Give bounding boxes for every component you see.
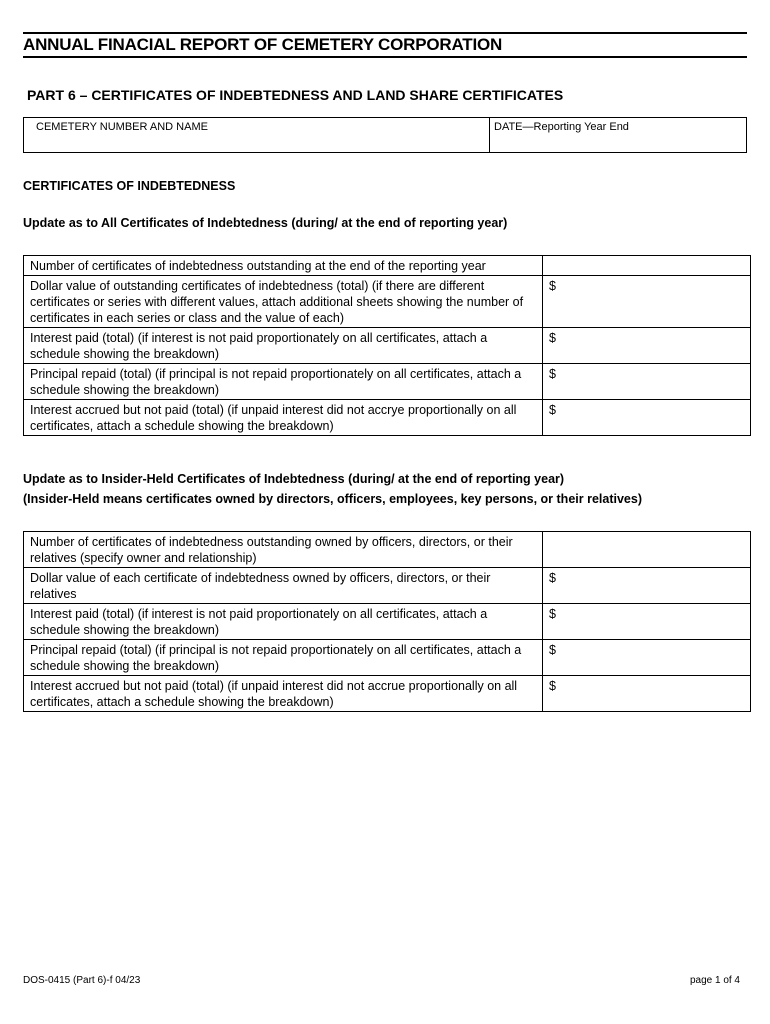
- row-label: Dollar value of each certificate of indebtedness owned by officers, directors, or their relatives: [24, 568, 543, 604]
- reporting-date-label: DATE—Reporting Year End: [494, 121, 629, 133]
- table-row: [24, 400, 751, 436]
- answer-field[interactable]: $: [543, 276, 751, 328]
- answer-field[interactable]: [543, 256, 751, 276]
- table-row: [24, 532, 751, 568]
- table-row: [24, 364, 751, 400]
- row-label: Number of certificates of indebtedness outstanding owned by officers, directors, or their relatives (specify owner and relationship): [24, 532, 543, 568]
- answer-field[interactable]: $: [543, 640, 751, 676]
- answer-field[interactable]: [543, 532, 751, 568]
- insider-definition-note: (Insider-Held means certificates owned by directors, officers, employees, key persons, or their relatives): [23, 492, 642, 506]
- table-row: [24, 256, 751, 276]
- cemetery-number-name-field[interactable]: [24, 118, 489, 152]
- row-label: Principal repaid (total) (if principal is not repaid proportionately on all certificates, attach a schedule showing the breakdown): [24, 364, 543, 400]
- part-heading: PART 6 – CERTIFICATES OF INDEBTEDNESS AND LAND SHARE CERTIFICATES: [27, 87, 564, 103]
- table-row: [24, 640, 751, 676]
- answer-field[interactable]: $: [543, 568, 751, 604]
- row-label: Principal repaid (total) (if principal is not repaid proportionately on all certificates, attach a schedule showing the breakdown): [24, 640, 543, 676]
- table-row: [24, 328, 751, 364]
- row-label: Interest paid (total) (if interest is not paid proportionately on all certificates, attach a schedule showing the breakdown): [24, 604, 543, 640]
- row-label: Dollar value of outstanding certificates of indebtedness (total) (if there are different certificates or series with different values, attach additional sheets showing the number of certificates in each series or class and the value of each): [24, 276, 543, 328]
- table-row: [24, 676, 751, 712]
- table-row: [24, 276, 751, 328]
- row-label: Interest paid (total) (if interest is not paid proportionately on all certificates, attach a schedule showing the breakdown): [24, 328, 543, 364]
- page-title: ANNUAL FINACIAL REPORT OF CEMETERY CORPORATION: [23, 35, 503, 54]
- all-certificates-table: [23, 255, 751, 436]
- section-heading: CERTIFICATES OF INDEBTEDNESS: [23, 179, 236, 193]
- table-row: [24, 604, 751, 640]
- page-number: page 1 of 4: [689, 975, 740, 986]
- answer-field[interactable]: $: [543, 328, 751, 364]
- form-id: DOS-0415 (Part 6)-f 04/23: [23, 975, 141, 986]
- insider-certificates-table: [23, 531, 751, 712]
- insider-certificates-heading: Update as to Insider-Held Certificates of Indebtedness (during/ at the end of reporting year): [23, 472, 565, 486]
- all-certificates-heading: Update as to All Certificates of Indebtedness (during/ at the end of reporting year): [23, 216, 508, 230]
- row-label: Interest accrued but not paid (total) (if unpaid interest did not accrye proportionally on all certificates, attach a schedule showing the breakdown): [24, 400, 543, 436]
- answer-field[interactable]: $: [543, 400, 751, 436]
- top-rule: [23, 32, 747, 34]
- answer-field[interactable]: $: [543, 604, 751, 640]
- reporting-date-field[interactable]: [489, 118, 746, 152]
- answer-field[interactable]: $: [543, 364, 751, 400]
- title-underline: [23, 56, 747, 58]
- identification-box: [23, 117, 747, 153]
- answer-field[interactable]: $: [543, 676, 751, 712]
- cemetery-number-name-label: CEMETERY NUMBER AND NAME: [36, 121, 208, 133]
- table-row: [24, 568, 751, 604]
- row-label: Number of certificates of indebtedness outstanding at the end of the reporting year: [24, 256, 543, 276]
- row-label: Interest accrued but not paid (total) (if unpaid interest did not accrue proportionally on all certificates, attach a schedule showing the breakdown): [24, 676, 543, 712]
